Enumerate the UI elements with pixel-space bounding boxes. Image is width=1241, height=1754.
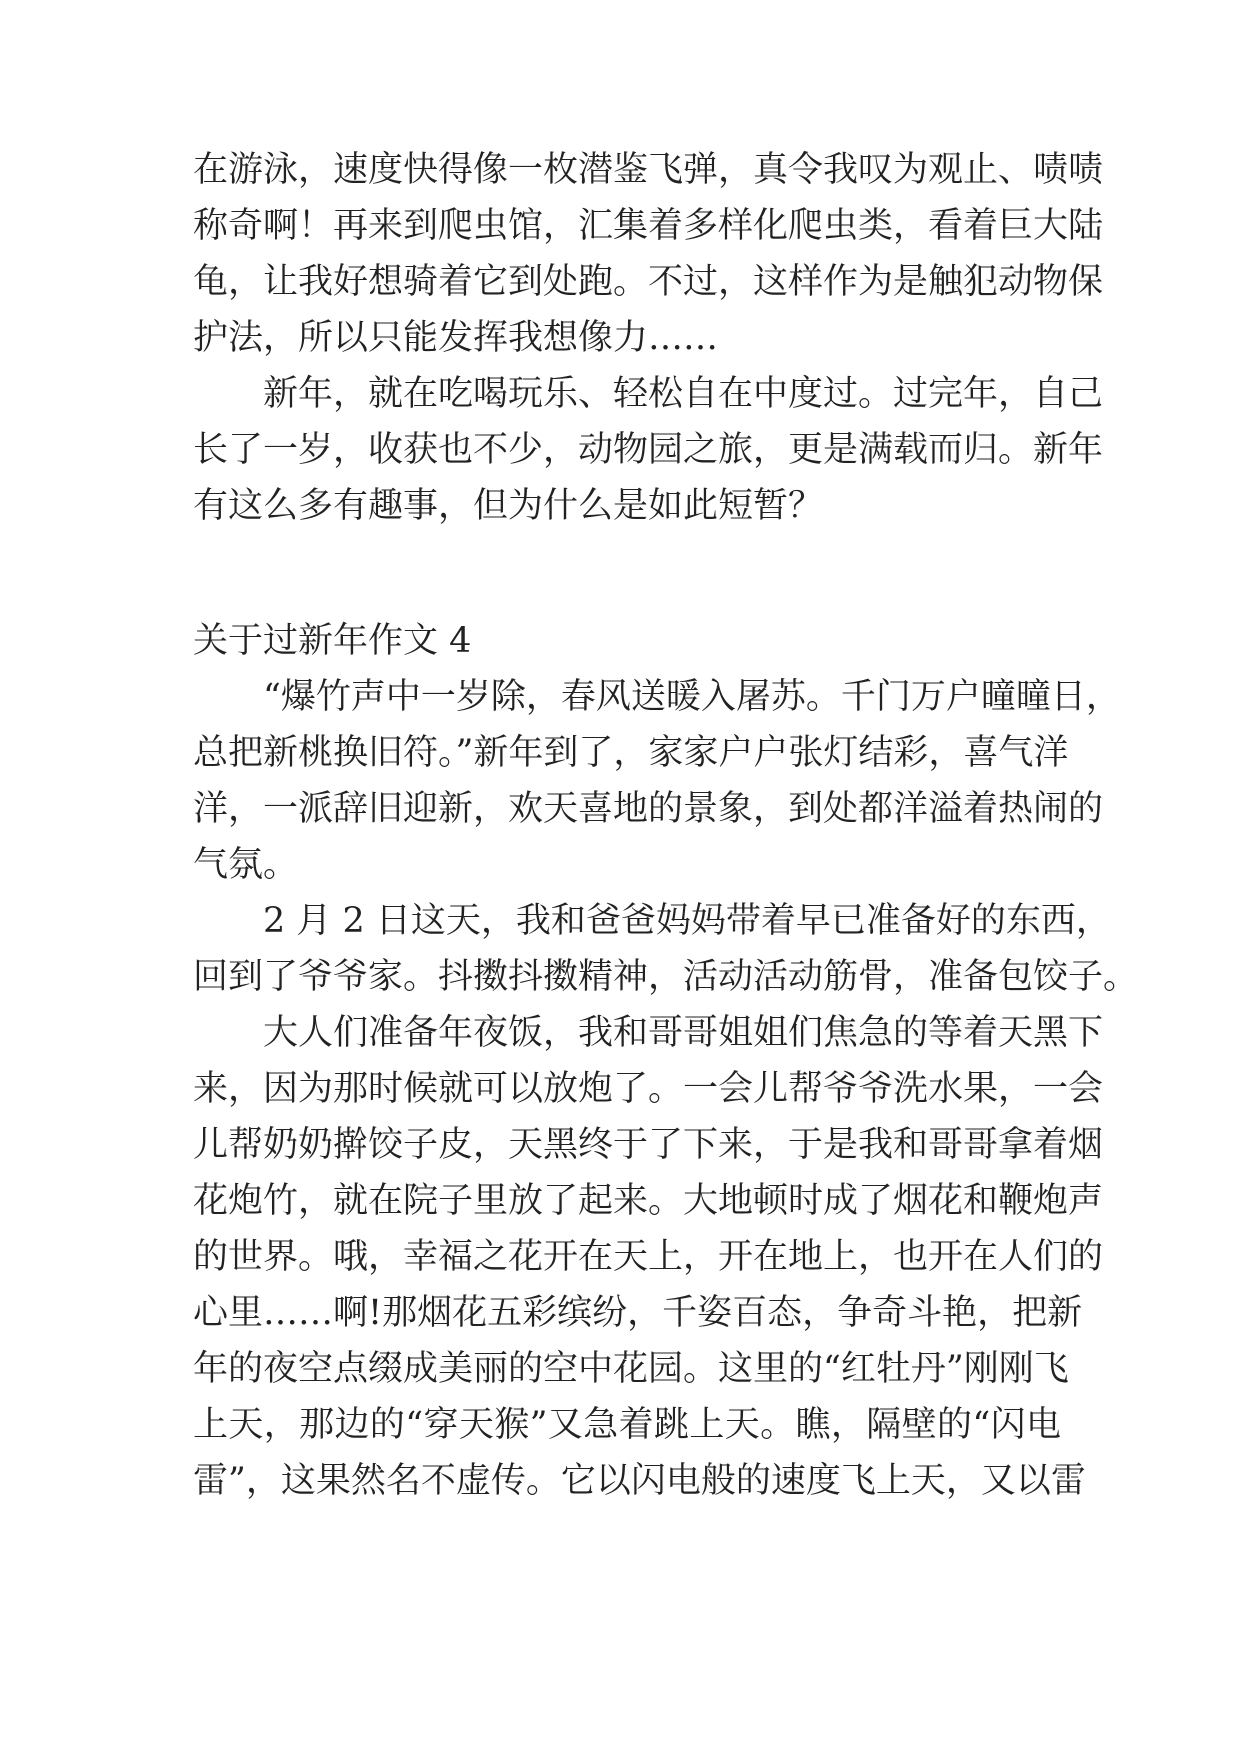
section-heading: 关于过新年作文 4 xyxy=(193,621,472,661)
text-line: 有这么多有趣事，但为什么是如此短暂？ xyxy=(193,486,824,526)
text-line: 来，因为那时候就可以放炮了。一会儿帮爷爷洗水果，一会 xyxy=(193,1069,1104,1109)
text-line: 儿帮奶奶擀饺子皮，天黑终于了下来，于是我和哥哥拿着烟 xyxy=(193,1125,1104,1165)
text-line: 在游泳，速度快得像一枚潜鉴飞弹，真令我叹为观止、啧啧 xyxy=(193,150,1104,190)
text-line: 洋，一派辞旧迎新，欢天喜地的景象，到处都洋溢着热闹的 xyxy=(193,789,1104,829)
text-line: 总把新桃换旧符。”新年到了，家家户户张灯结彩，喜气洋 xyxy=(193,733,1069,773)
text-line: 护法，所以只能发挥我想像力…… xyxy=(193,318,719,358)
text-line: 长了一岁，收获也不少，动物园之旅，更是满载而归。新年 xyxy=(193,430,1104,470)
text-line: 年的夜空点缀成美丽的空中花园。这里的“红牡丹”刚刚飞 xyxy=(193,1349,1069,1389)
text-line: 称奇啊！再来到爬虫馆，汇集着多样化爬虫类，看着巨大陆 xyxy=(193,206,1104,246)
text-line: 龟，让我好想骑着它到处跑。不过，这样作为是触犯动物保 xyxy=(193,262,1104,302)
text-line: 大人们准备年夜饭，我和哥哥姐姐们焦急的等着天黑下 xyxy=(193,1013,1104,1053)
text-line: 2 月 2 日这天，我和爸爸妈妈带着早已准备好的东西， xyxy=(193,901,1111,941)
text-line: 气氛。 xyxy=(193,845,299,885)
text-line: 上天，那边的“穿天猴”又急着跳上天。瞧，隔壁的“闪电 xyxy=(193,1405,1061,1445)
text-line: 回到了爷爷家。抖擞抖擞精神，活动活动筋骨，准备包饺子。 xyxy=(193,957,1139,997)
text-line: “爆竹声中一岁除，春风送暖入屠苏。千门万户曈曈日， xyxy=(193,677,1121,717)
text-line: 心里……啊!那烟花五彩缤纷，千姿百态，争奇斗艳，把新 xyxy=(193,1293,1083,1333)
text-line: 花炮竹，就在院子里放了起来。大地顿时成了烟花和鞭炮声 xyxy=(193,1181,1104,1221)
text-line: 雷”，这果然名不虚传。它以闪电般的速度飞上天，又以雷 xyxy=(193,1461,1086,1501)
text-line: 新年，就在吃喝玩乐、轻松自在中度过。过完年，自己 xyxy=(193,374,1104,414)
text-line: 的世界。哦，幸福之花开在天上，开在地上，也开在人们的 xyxy=(193,1237,1104,1277)
